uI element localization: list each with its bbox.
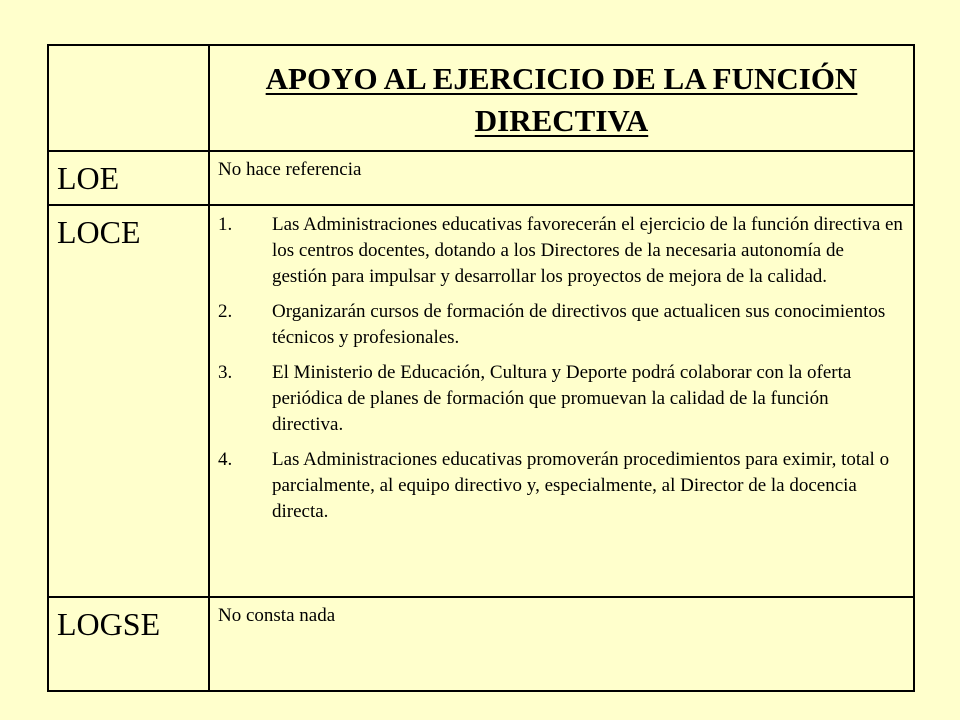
- list-item-number: 2.: [218, 301, 233, 322]
- list-item: [218, 299, 903, 351]
- loce-item-list: [210, 206, 913, 525]
- list-item-number: 1.: [218, 214, 233, 235]
- row-label-cell: [48, 151, 209, 205]
- row-label-loce: LOCE: [57, 214, 141, 250]
- list-item-number: 4.: [218, 449, 233, 470]
- table-row-logse: [48, 597, 914, 691]
- row-content-cell: [209, 151, 914, 205]
- row-label-cell: [48, 597, 209, 691]
- row-content-cell: [209, 205, 914, 597]
- row-content-cell: [209, 597, 914, 691]
- row-label-cell: [48, 205, 209, 597]
- page-title: APOYO AL EJERCICIO DE LA FUNCIÓN DIRECTIVA: [265, 61, 858, 138]
- row-label-logse: LOGSE: [57, 606, 161, 642]
- list-item: [218, 360, 903, 438]
- list-item-text: Las Administraciones educativas favorecerán el ejercicio de la función directiva en los centros docentes, dotando a los Directores de la necesaria autonomía de gestión para impulsar y desarrollar los proyectos de mejora de la calidad.: [272, 214, 903, 287]
- list-item-text: Organizarán cursos de formación de directivos que actualicen sus conocimientos técnicos y profesionales.: [272, 301, 886, 348]
- list-item-text: Las Administraciones educativas promoverán procedimientos para eximir, total o parcialmente, al equipo directivo y, especialmente, al Director de la docencia directa.: [272, 449, 890, 522]
- list-item: [218, 212, 903, 290]
- header-row: [48, 45, 914, 151]
- table-row-loce: [48, 205, 914, 597]
- comparison-table: [47, 44, 915, 692]
- list-item: [218, 447, 903, 525]
- table-row-loe: [48, 151, 914, 205]
- list-item-text: El Ministerio de Educación, Cultura y Deporte podrá colaborar con la oferta periódica de planes de formación que promuevan la calidad de la función directiva.: [272, 362, 852, 435]
- row-label-loe: LOE: [57, 160, 120, 196]
- row-text-loe: No hace referencia: [218, 159, 362, 180]
- row-text-logse: No consta nada: [218, 605, 336, 626]
- list-item-number: 3.: [218, 362, 233, 383]
- header-empty-cell: [48, 45, 209, 151]
- header-title-cell: [209, 45, 914, 151]
